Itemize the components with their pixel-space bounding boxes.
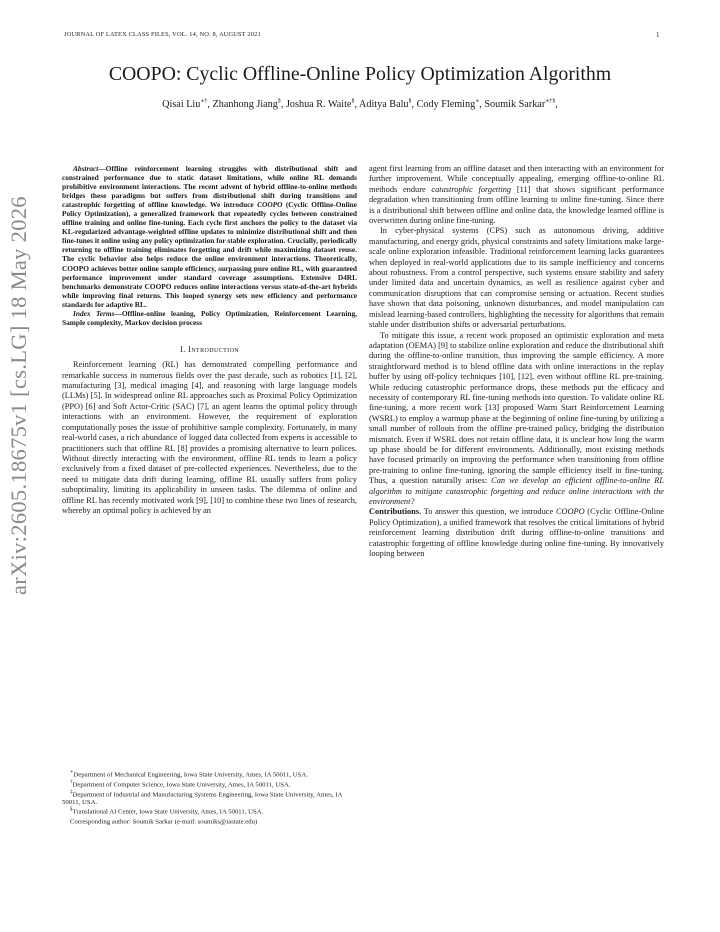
abstract-label: Abstract (73, 164, 99, 173)
index-terms: Index Terms—Offline-online leaning, Policy Optimization, Reinforcement Learning, Sample complexity, Markov decision process (62, 308, 357, 327)
body-paragraph: agent first learning from an offline dataset and then interacting with an environment for further improvement. While conceptually appealing, emerging offline-to-online RL methods endure catastrophic forgetting [11] that shows significant performance degradation when transitioning from offline learning to online fine-tuning. Since there is a distributional shift between offline and online data, the knowledge learned offline is overwritten during online fine-tuning. (369, 164, 664, 226)
method-name: COOPO (257, 200, 283, 210)
paper-title: COOPO: Cyclic Offline-Online Policy Optimization Algorithm (108, 63, 612, 85)
research-question: Can we develop an efficient offline-to-online RL algorithm to mitigate catastrophic forgetting and reduce online interactions with the environment? (369, 476, 664, 506)
footnote: ‡Department of Industrial and Manufacturing Systems Engineering, Iowa State University, Ames, IA 50011, USA. (62, 789, 343, 806)
author: Zhanhong Jiang§, (212, 99, 286, 111)
index-terms-label: Index Terms (73, 308, 115, 318)
left-column (62, 164, 357, 516)
author-list (40, 98, 680, 110)
author: Soumik Sarkar∗†§, (484, 99, 558, 111)
contributions-label: Contributions. (369, 507, 422, 517)
right-column (369, 164, 664, 559)
author: Aditya Balu§, (359, 99, 417, 111)
author: Cody Fleming∗, (416, 99, 485, 111)
affiliation-footnotes (62, 769, 357, 826)
body-paragraph: In cyber-physical systems (CPS) such as autonomous driving, additive manufacturing, and energy grids, physical constraints and safety limitations make large-scale online exploration infeasible. Traditional reinforcement learning lacks guarantees when deployed in real-world applications due to its sample inefficiency and concerns about robustness. From a control perspective, such systems ensure stability and safety under limited data and uncertain dynamics, as well as resilience against cyber and communication disruptions that can compromise sensing or actuation. Recent studies have shown that data poisoning, unknown disturbances, and model manipulation can mislead learning-based controllers, highlighting the necessity for algorithms that remain stable under distribution shifts or adversarial perturbations. (369, 226, 664, 330)
section-heading-introduction: I. Introduction (179, 344, 240, 354)
body-paragraph: To mitigate this issue, a recent work proposed an optimistic exploration and meta adaptation (OEMA) [9] to stabilize online exploration and reduce the distributional shift during the offline-to-online transition, thus improving the sample efficiency. A more straightforward method is to blend offline data with online interactions in the replay buffer by using off-policy techniques [10], [12], even without offline RL pre-training. While reducing catastrophic performance drops, these methods put the efficacy and necessity of contemporary RL fine-tuning methods into question. To validate online RL fine-tuning, a more recent work [13] proposed Warm Start Reinforcement Learning (WSRL) to employ a warmup phase at the beginning of online fine-tuning by utilizing a small number of rollouts from the offline pre-trained policy, bridging the distribution mismatch. Even if WSRL does not retain offline data, it is unclear how long the warm up phase should be for different environments. Additionally, most existing methods have focused primarily on improving the performance when transitioning from offline pre-training to online fine-tuning, ignoring the sample efficiency itself in fine-tuning. Thus, a question naturally arises: Can we develop an efficient offline-to-online RL algorithm to mitigate catastrophic forgetting and reduce online interactions with the environment? (369, 330, 664, 506)
footnote: ∗Department of Mechanical Engineering, Iowa State University, Ames, IA 50011, USA. (70, 770, 308, 779)
author: Joshua R. Waite§, (285, 99, 359, 111)
footnote: †Department of Computer Science, Iowa State University, Ames, IA 50011, USA. (70, 779, 291, 789)
contributions-paragraph: Contributions. To answer this question, we introduce COOPO (Cyclic Offline-Online Policy Optimization), a unified framework that resolves the critical limitations of hybrid reinforcement learning distribution drift during offline-to-online transitions and catastrophic forgetting of offline knowledge during online fine-tuning. By innovatively looping between (369, 507, 664, 559)
abstract: Abstract—Offline reinforcement learning struggles with distributional shift and constrained performance due to static dataset limitations, while online RL demands prohibitive environment interactions. The recent advent of hybrid offline-to-online methods bridges these paradigms but suffers from distributional shift during transitions and catastrophic forgetting of offline knowledge. We introduce COOPO (Cyclic Offline-Online Policy Optimization), a generalized framework that repeatedly cycles between constrained offline training and online fine-tuning. Each cycle first anchors the policy to the dataset via KL-regularized advantage-weighted offline updates to minimize distributional shift and then fine-tunes it online using any policy optimization for stable exploration. Crucially, periodically returning to offline training eliminates forgetting and drift while maximizing dataset reuse. The cyclic behavior also helps reduce the online environment interactions. Theoretically, COOPO achieves better online sample efficiency, surpassing pure online RL, with guaranteed performance improvement under standard coverage assumptions. Extensive D4RL benchmarks demonstrate COOPO reduces online interactions versus state-of-the-art hybrids while improving final returns. This looped synergy sets new efficiency and performance standards for adaptive RL. (62, 164, 357, 309)
footnote-corresponding-author: Corresponding author: Soumik Sarkar (e-mail: soumiks@iastate.edu) (70, 818, 258, 826)
running-head: JOURNAL OF LATEX CLASS FILES, VOL. 14, NO. 8, AUGUST 2021 (64, 31, 261, 38)
author: Qisai Liu∗†, (162, 99, 213, 111)
arxiv-stamp-text: arXiv:2605.18675v1 [cs.LG] 18 May 2026 (6, 196, 31, 595)
intro-paragraph: Reinforcement learning (RL) has demonstrated compelling performance and remarkable success in numerous fields over the past decade, such as robotics [1], [2], manufacturing [3], medical imaging [4], and reasoning with large language models (LLMs) [5]. In widespread online RL approaches such as Proximal Policy Optimization (PPO) [6] and Soft Actor-Critic (SAC) [7], an agent learns the optimal policy through interactions with an environment. However, the requirement of exploration computationally poses the issue of prohibitive sample complexity. Fortunately, in many real-world cases, a rich abundance of logged data collected from experts is accessible to practitioners such that offline RL [8] provides a promising alternative to learn polices. Without directly interacting with the environment, offline RL tends to learn a policy exclusively from a fixed dataset of pre-collected experiences. Nevertheless, due to the need to mitigate data drift during learning, offline RL usually suffers from policy suboptimality, limiting its applicability in unseen tasks. The dilemma of online and offline RL has recently motivated work [9], [10] to combine these two lines of research, whereby an optimal policy is achieved by an (62, 360, 357, 515)
page-number: 1 (656, 31, 660, 39)
footnote: §Translational AI Center, Iowa State University, Ames, IA 50011, USA. (70, 807, 264, 816)
